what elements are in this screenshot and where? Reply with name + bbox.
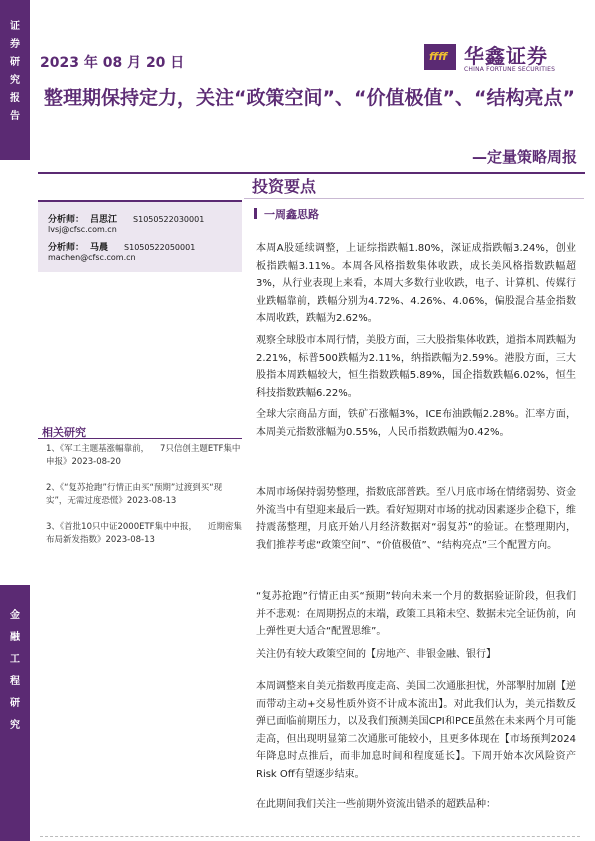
sidebar-char: 工 bbox=[10, 654, 20, 665]
related-research-item[interactable]: 1、《军工主题基涨幅靠前， 7只信创主题ETF集中申报》2023-08-20 bbox=[46, 444, 241, 467]
related-research-title: 相关研究 bbox=[42, 426, 86, 439]
paragraph-market-outlook: 本周市场保持弱势整理，指数底部普跌。至八月底市场在情绪弱势、资金外流当中有望迎来最后一跌。看好短期对市场的扰动因素逐步企稳下，维持震荡整理，月底开始八月经济数据对“弱复苏”的验证。在整理期内，我们推荐考虑“政策空间”、“价值极值”、“结构亮点”三个配置方向。 bbox=[256, 487, 576, 551]
analyst-label: 分析师： bbox=[48, 243, 85, 253]
footer-dashed-line bbox=[40, 836, 580, 838]
paragraph-recovery: “复苏抢跑”行情正由买“预期”转向未来一个月的数据验证阶段，但我们并不悲观：在周期拐点的末端，政策工具箱未空、数据未完全证伪前，向上弹性更大适合“配置思维”。 bbox=[256, 591, 576, 637]
section-heading: 投资要点 bbox=[252, 177, 317, 196]
analyst-name: 马晨 bbox=[90, 243, 109, 253]
analyst-2-row bbox=[48, 240, 195, 253]
analyst-1-email[interactable]: lvsj@cfsc.com.cn bbox=[48, 225, 117, 234]
sidebar-char: 证 bbox=[10, 21, 20, 32]
report-subtitle: —定量策略周报 bbox=[471, 148, 577, 166]
sidebar-char: 研 bbox=[10, 698, 20, 709]
sidebar-char: 告 bbox=[10, 111, 20, 122]
analyst-name: 吕思江 bbox=[90, 215, 118, 225]
sidebar-char: 融 bbox=[10, 632, 20, 643]
logo-name-cn: 华鑫证券 bbox=[464, 44, 548, 68]
logo-mark-text: ffff bbox=[429, 50, 448, 63]
company-logo bbox=[424, 42, 564, 78]
sidebar-top bbox=[0, 0, 30, 160]
sidebar-char: 金 bbox=[10, 610, 20, 621]
analyst-1-row bbox=[48, 212, 204, 225]
paragraph-market-summary: 本周A股延续调整，上证综指跌幅1.80%，深证成指跌幅3.24%，创业板指跌幅3.11%。本周各风格指数集体收跌，成长美风格指数跌幅超3%，从行业表现上来看，本周大多数行业收跌，电子、计算机、传媒行业跌幅靠前，跌幅分别为4.72%、4.26%、4.06%，偏股混合基金指数本周收跌，跌幅为2.62%。 bbox=[256, 243, 576, 324]
paragraph-oversold: 在此期间我们关注一些前期外资流出错杀的超跌品种： bbox=[256, 799, 496, 810]
report-title: 整理期保持定力，关注“政策空间”、“价值极值”、“结构亮点” bbox=[44, 87, 575, 109]
section-heading-underline bbox=[244, 198, 584, 199]
report-date: 2023 年 08 月 20 日 bbox=[40, 55, 185, 71]
sidebar-department bbox=[0, 605, 30, 737]
weekly-heading: 一周鑫思路 bbox=[264, 208, 319, 221]
sidebar-char: 究 bbox=[10, 75, 20, 86]
sidebar-char: 研 bbox=[10, 57, 20, 68]
analyst-2-email[interactable]: machen@cfsc.com.cn bbox=[48, 253, 136, 262]
related-research-item[interactable]: 3、《首批10只中证2000ETF集中申报， 近期密集布局新发指数》2023-08-13 bbox=[46, 522, 242, 545]
paragraph-policy-space: 关注仍有较大政策空间的【房地产、非银金融、银行】 bbox=[256, 649, 496, 660]
paragraph-commodities: 全球大宗商品方面，铁矿石涨幅3%，ICE布油跌幅2.28%。汇率方面，本周美元指数涨幅为0.55%，人民币指数跌幅为0.42%。 bbox=[256, 409, 576, 438]
sidebar-char: 究 bbox=[10, 720, 20, 731]
sidebar-report-type bbox=[0, 18, 30, 126]
sidebar-char: 程 bbox=[10, 676, 20, 687]
related-research-list bbox=[38, 438, 242, 579]
analyst-label: 分析师： bbox=[48, 215, 85, 225]
paragraph-global-stocks: 观察全球股市本周行情，美股方面，三大股指集体收跌，道指本周跌幅为2.21%，标普500跌幅为2.11%，纳指跌幅为2.59%。港股方面，三大股指本周跌幅较大，恒生指数跌幅5.89%，国企指数跌幅6.02%，恒生科技指数跌幅6.22%。 bbox=[256, 335, 576, 399]
analyst-cert-number: S1050522030001 bbox=[133, 215, 205, 224]
paragraph-usd-inflation: 本周调整来自美元指数再度走高、美国二次通胀担忧，外部掣肘加剧【逆而带动主动+交易性质外资不计成本流出】。对此我们认为，美元指数反弹已面临前期压力，以及我们预测美国CPI和PCE虽然在未来两个月可能走高，但出现明显第二次通胀可能较小，且更多体现在【市场预判2024年降息时点推后，而非加息时间和程度延长】。下周开始本次风险资产Risk Off有望逐步结束。 bbox=[256, 681, 576, 780]
analyst-cert-number: S1050522050001 bbox=[124, 243, 196, 252]
heading-marker bbox=[254, 208, 257, 219]
sidebar-char: 券 bbox=[10, 39, 20, 50]
sidebar-bottom bbox=[0, 585, 30, 841]
sidebar-char: 报 bbox=[10, 93, 20, 104]
analyst-box bbox=[38, 200, 242, 272]
logo-mark-icon bbox=[424, 44, 456, 70]
logo-name-en: CHINA FORTUNE SECURITIES bbox=[464, 66, 556, 73]
related-research-item[interactable]: 2、《“复苏抢跑”行情正由买“预期”过渡到买“现实”，无需过度恐慌》2023-08-13 bbox=[46, 483, 223, 506]
